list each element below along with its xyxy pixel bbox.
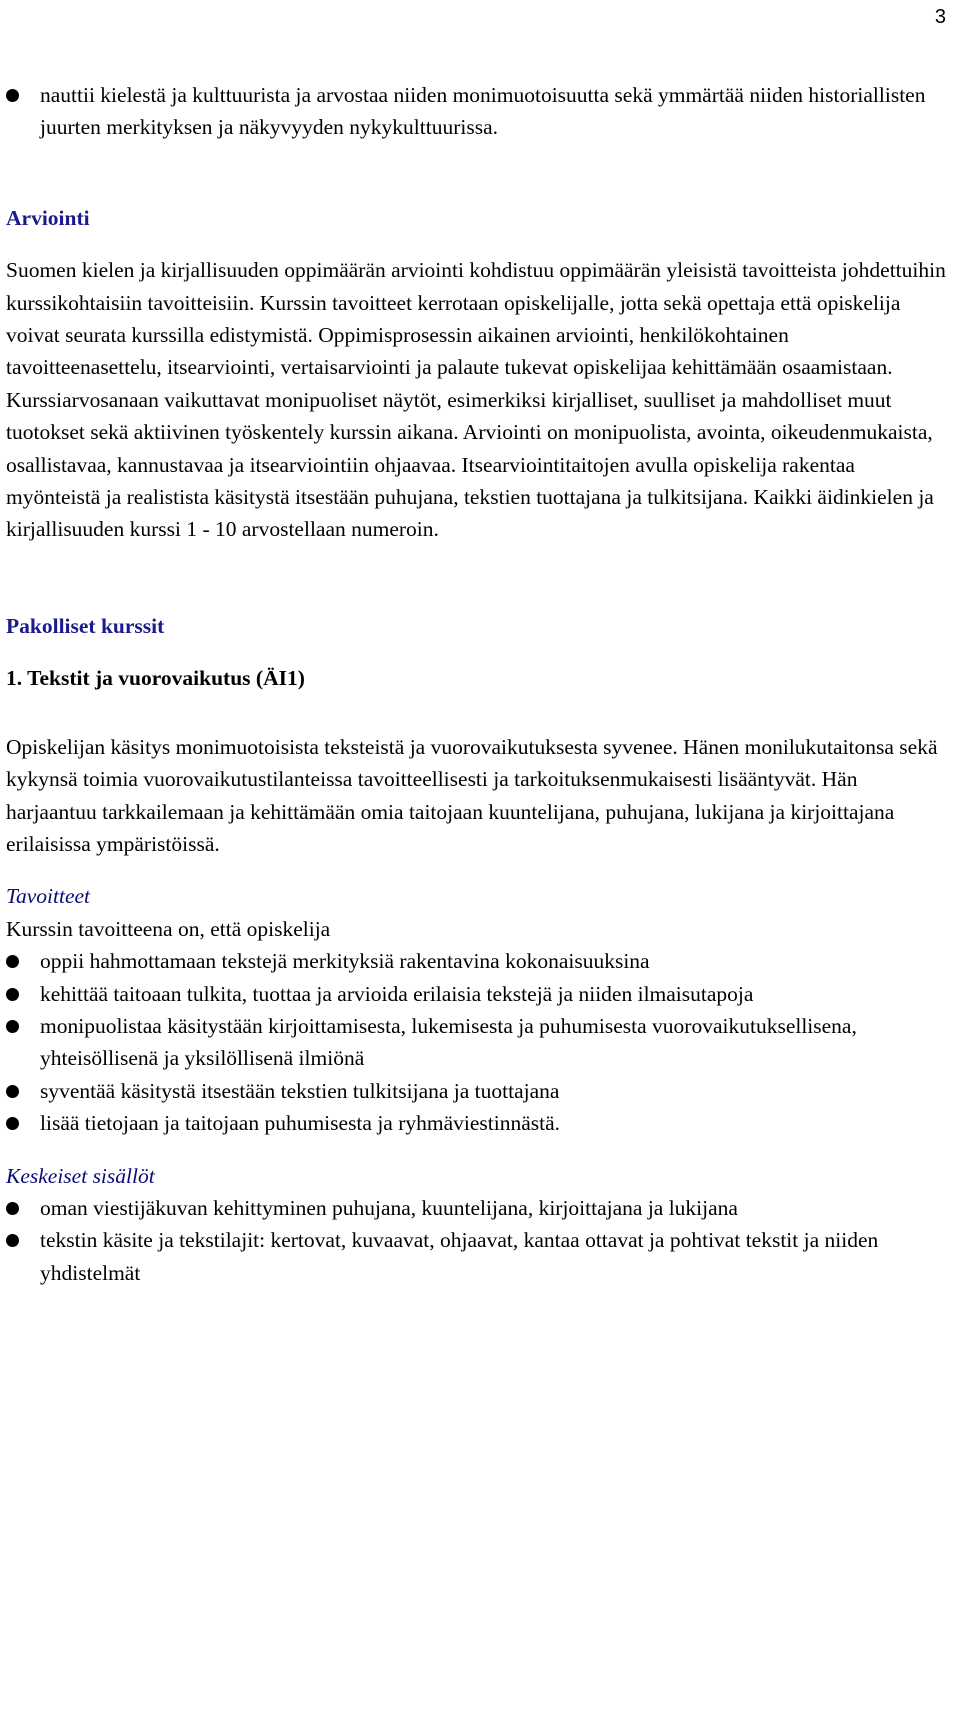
- mandatory-courses-heading: Pakolliset kurssit: [6, 613, 165, 638]
- bullet-icon: [6, 1020, 19, 1033]
- goals-list: [6, 945, 946, 1139]
- bullet-icon: [6, 955, 19, 968]
- course-title: 1. Tekstit ja vuorovaikutus (ÄI1): [6, 666, 305, 691]
- list-item-text: kehittää taitoaan tulkita, tuottaa ja arvioida erilaisia tekstejä ja niiden ilmaisutapoja: [40, 981, 754, 1006]
- intro-bullet-list: [6, 79, 946, 144]
- list-item-text: oppii hahmottamaan tekstejä merkityksiä rakentavina kokonaisuuksina: [40, 949, 650, 974]
- list-item: [6, 79, 946, 144]
- bullet-icon: [6, 89, 19, 102]
- list-item: [6, 1224, 946, 1289]
- list-item: [6, 1192, 946, 1224]
- bullet-icon: [6, 1085, 19, 1098]
- assessment-heading: Arviointi: [6, 205, 90, 230]
- bullet-icon: [6, 1117, 19, 1130]
- bullet-icon: [6, 1234, 19, 1247]
- list-item: [6, 1010, 946, 1075]
- list-item: [6, 978, 946, 1010]
- goals-intro: Kurssin tavoitteena on, että opiskelija: [6, 916, 331, 941]
- list-item: [6, 945, 946, 977]
- contents-heading: Keskeiset sisällöt: [6, 1163, 155, 1188]
- contents-list: [6, 1192, 946, 1289]
- list-item-text: nauttii kielestä ja kulttuurista ja arvostaa niiden monimuotoisuutta sekä ymmärtää niiden historiallisten juurten merkityksen ja näkyvyyden nykykulttuurissa.: [40, 83, 926, 140]
- goals-heading: Tavoitteet: [6, 884, 91, 909]
- list-item-text: monipuolistaa käsitystään kirjoittamisesta, lukemisesta ja puhumisesta vuorovaikutuksellisena, yhteisöllisenä ja yksilöllisenä ilmiönä: [40, 1013, 857, 1071]
- list-item-text: syventää käsitystä itsestään tekstien tulkitsijana ja tuottajana: [40, 1078, 560, 1103]
- list-item: [6, 1107, 946, 1139]
- course-description: Opiskelijan käsitys monimuotoisista teksteistä ja vuorovaikutuksesta syvenee. Hänen monilukutaitonsa sekä kykynsä toimia vuorovaikutustilanteissa tavoitteellisesti ja tarkoituksenmukaisesti lisääntyvät. Hän harjaantuu tarkkailemaan ja kehittämään omia taitojaan kuuntelijana, puhujana, lukijana ja kirjoittajana erilaisissa ympäristöissä.: [6, 734, 938, 856]
- bullet-icon: [6, 988, 19, 1001]
- bullet-icon: [6, 1202, 19, 1215]
- list-item-text: tekstin käsite ja tekstilajit: kertovat, kuvaavat, ohjaavat, kantaa ottavat ja pohtivat tekstit ja niiden yhdistelmät: [40, 1228, 879, 1285]
- list-item-text: lisää tietojaan ja taitojaan puhumisesta ja ryhmäviestinnästä.: [40, 1111, 561, 1136]
- list-item: [6, 1075, 946, 1107]
- page-number: 3: [934, 6, 946, 28]
- document-body: [6, 79, 946, 1289]
- list-item-text: oman viestijäkuvan kehittyminen puhujana, kuuntelijana, kirjoittajana ja lukijana: [40, 1195, 738, 1220]
- assessment-paragraph: Suomen kielen ja kirjallisuuden oppimäärän arviointi kohdistuu oppimäärän yleisistä tavoitteista johdettuihin kurssikohtaisiin tavoitteisiin. Kurssin tavoitteet kerrotaan opiskelijalle, jotta sekä opettaja että opiskelija voivat seurata kurssilla edistymistä. Oppimisprosessin aikainen arviointi, henkilökohtainen tavoitteenasettelu, itsearviointi, vertaisarviointi ja palaute tukevat opiskelijaa kehittämään osaamistaan. Kurssiarvosanaan vaikuttavat monipuoliset näytöt, esimerkiksi kirjalliset, suulliset ja mahdolliset muut tuotokset sekä aktiivinen työskentely kurssin aikana. Arviointi on monipuolista, avointa, oikeudenmukaista, osallistavaa, kannustavaa ja itsearviointiin ohjaavaa. Itsearviointitaitojen avulla opiskelija rakentaa myönteistä ja realistista käsitystä itsestään puhujana, tekstien tuottajana ja tulkitsijana. Kaikki äidinkielen ja kirjallisuuden kurssi 1 - 10 arvostellaan numeroin.: [6, 258, 946, 542]
